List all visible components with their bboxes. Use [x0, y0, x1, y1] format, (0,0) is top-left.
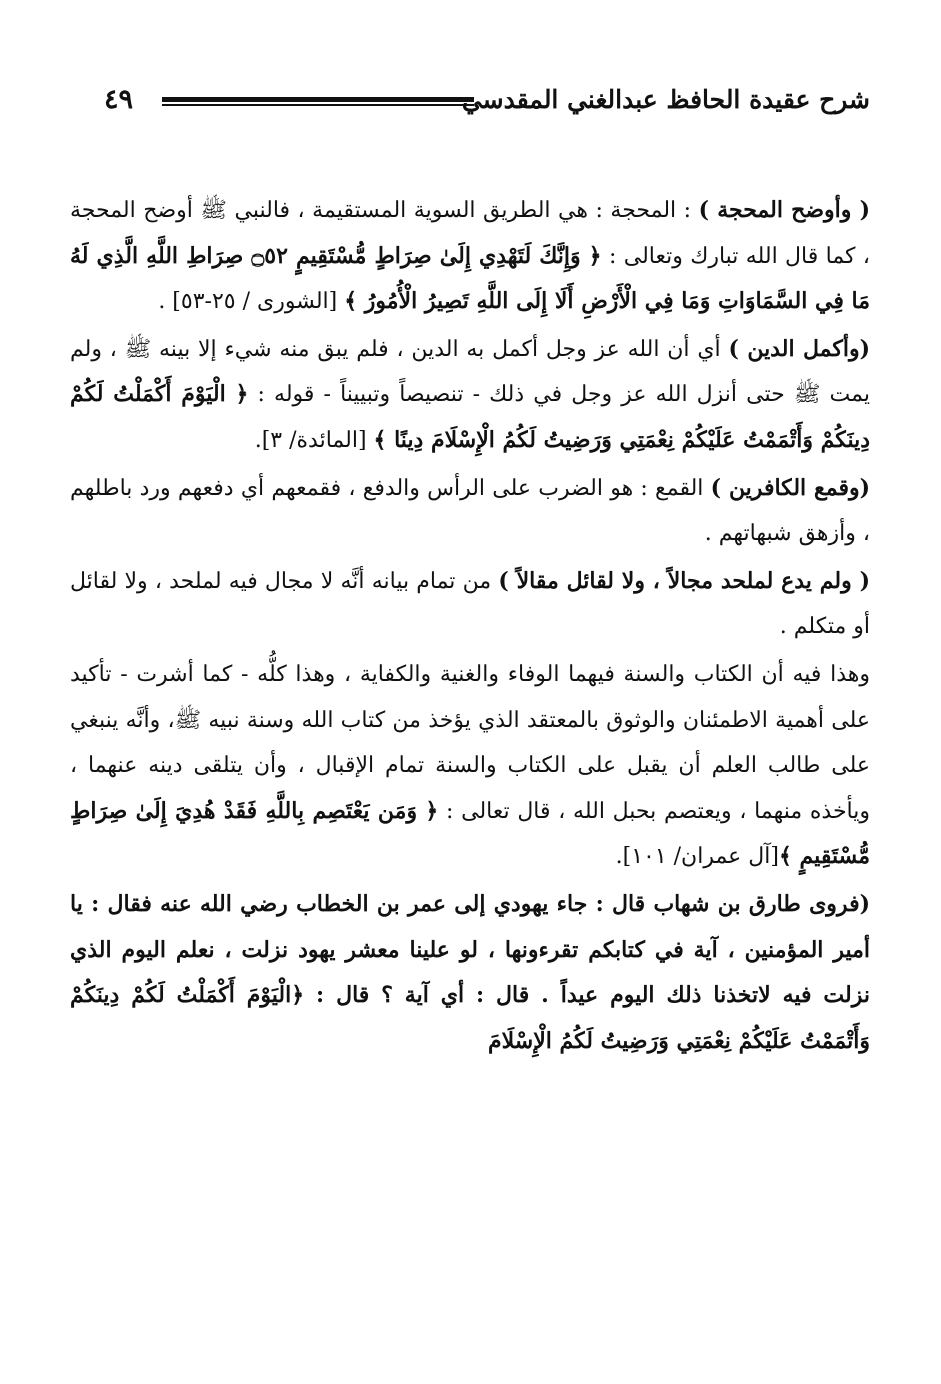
paragraph-tariq-narration	[70, 882, 870, 1064]
running-header	[104, 78, 870, 128]
matn-term: ( وأوضح المحجة )	[698, 197, 870, 223]
paragraph-suppressed-disbelievers	[70, 466, 870, 557]
paragraph-perfected-religion	[70, 327, 870, 464]
commentary-text: : المحجة : هي الطريق السوية المستقيمة ، فالنبي ﷺ أوضح المحجة ، كما قال الله تبارك وتعالى :	[70, 198, 870, 269]
matn-term: (وأكمل الدين )	[728, 335, 871, 362]
paragraph-no-room-for-heretic	[70, 559, 870, 650]
verse-reference: [المائدة/ ٣].	[254, 427, 374, 453]
quran-verse: ﴿ الْيَوْمَ أَكْمَلْتُ لَكُمْ دِينَكُمْ وَأَتْمَمْتُ عَلَيْكُمْ نِعْمَتِي وَرَضِيتُ لَكُمُ الْإِسْلَامَ دِينًا ﴾	[70, 381, 870, 453]
verse-reference: [آل عمران/ ١٠١].	[615, 844, 779, 870]
commentary-text: القمع : هو الضرب على الرأس والدفع ، فقمعهم أي دفعهم ورد باطلهم ، وأزهق شبهاتهم .	[70, 475, 870, 547]
matn-term: ( ولم يدع لملحد مجالاً ، ولا لقائل مقالاً )	[498, 567, 871, 594]
quran-verse: ﴿ وَمَن يَعْتَصِم بِاللَّهِ فَقَدْ هُدِيَ إِلَىٰ صِرَاطٍ مُّسْتَقِيمٍ ﴾	[70, 797, 870, 870]
matn-term: (وقمع الكافرين )	[710, 474, 870, 501]
paragraph-book-and-sunnah	[70, 652, 870, 880]
commentary-text: أي أن الله عز وجل أكمل به الدين ، فلم يبق منه شيء إلا بينه ﷺ ، ولم يمت ﷺ حتى أنزل الله عز وجل في ذلك - تنصيصاً وتبييناً - قوله :	[70, 336, 870, 408]
narration-text: (فروى طارق بن شهاب قال : جاء يهودي إلى عمر بن الخطاب رضي الله عنه فقال : يا أمير المؤمنين ، آية في كتابكم تقرءونها ، لو علينا معشر يهود نزلت ، نعلم اليوم الذي نزلت فيه لاتخذنا ذلك اليوم عيداً . قال : أي آية ؟ قال :	[70, 890, 871, 1009]
header-rule	[162, 97, 474, 106]
quran-verse: ﴿الْيَوْمَ أَكْمَلْتُ لَكُمْ دِينَكُمْ وَأَتْمَمْتُ عَلَيْكُمْ نِعْمَتِي وَرَضِيتُ لَكُمُ الْإِسْلَامَ	[70, 982, 870, 1054]
page-body	[70, 188, 870, 1064]
book-title: شرح عقيدة الحافظ عبدالغني المقدسي	[461, 85, 870, 114]
page-number: ٤٩	[104, 84, 134, 115]
verse-reference: [الشورى / ٢٥-٥٣] .	[158, 289, 345, 315]
paragraph-clearest-path	[70, 188, 870, 325]
commentary-text: من تمام بيانه أنَّه لا مجال فيه لملحد ، ولا لقائل أو متكلم .	[70, 568, 870, 640]
quran-verse: ﴿ وَإِنَّكَ لَتَهْدِي إِلَىٰ صِرَاطٍ مُّسْتَقِيمٍ ۝٥٢ صِرَاطِ اللَّهِ الَّذِي لَهُ مَا فِي السَّمَاوَاتِ وَمَا فِي الْأَرْضِ أَلَا إِلَى اللَّهِ تَصِيرُ الْأُمُورُ ﴾	[70, 242, 870, 315]
commentary-text: وهذا فيه أن الكتاب والسنة فيهما الوفاء والغنية والكفاية ، وهذا كلُّه - كما أشرت - تأكيد على أهمية الاطمئنان والوثوق بالمعتقد الذي يؤخذ من كتاب الله وسنة نبيه ﷺ، وأنَّه ينبغي على طالب العلم أن يقبل على الكتاب والسنة تمام الإقبال ، وأن يتلقى دينه عنهما ، ويأخذه منهما ، ويعتصم بحبل الله ، قال تعالى :	[70, 661, 870, 824]
